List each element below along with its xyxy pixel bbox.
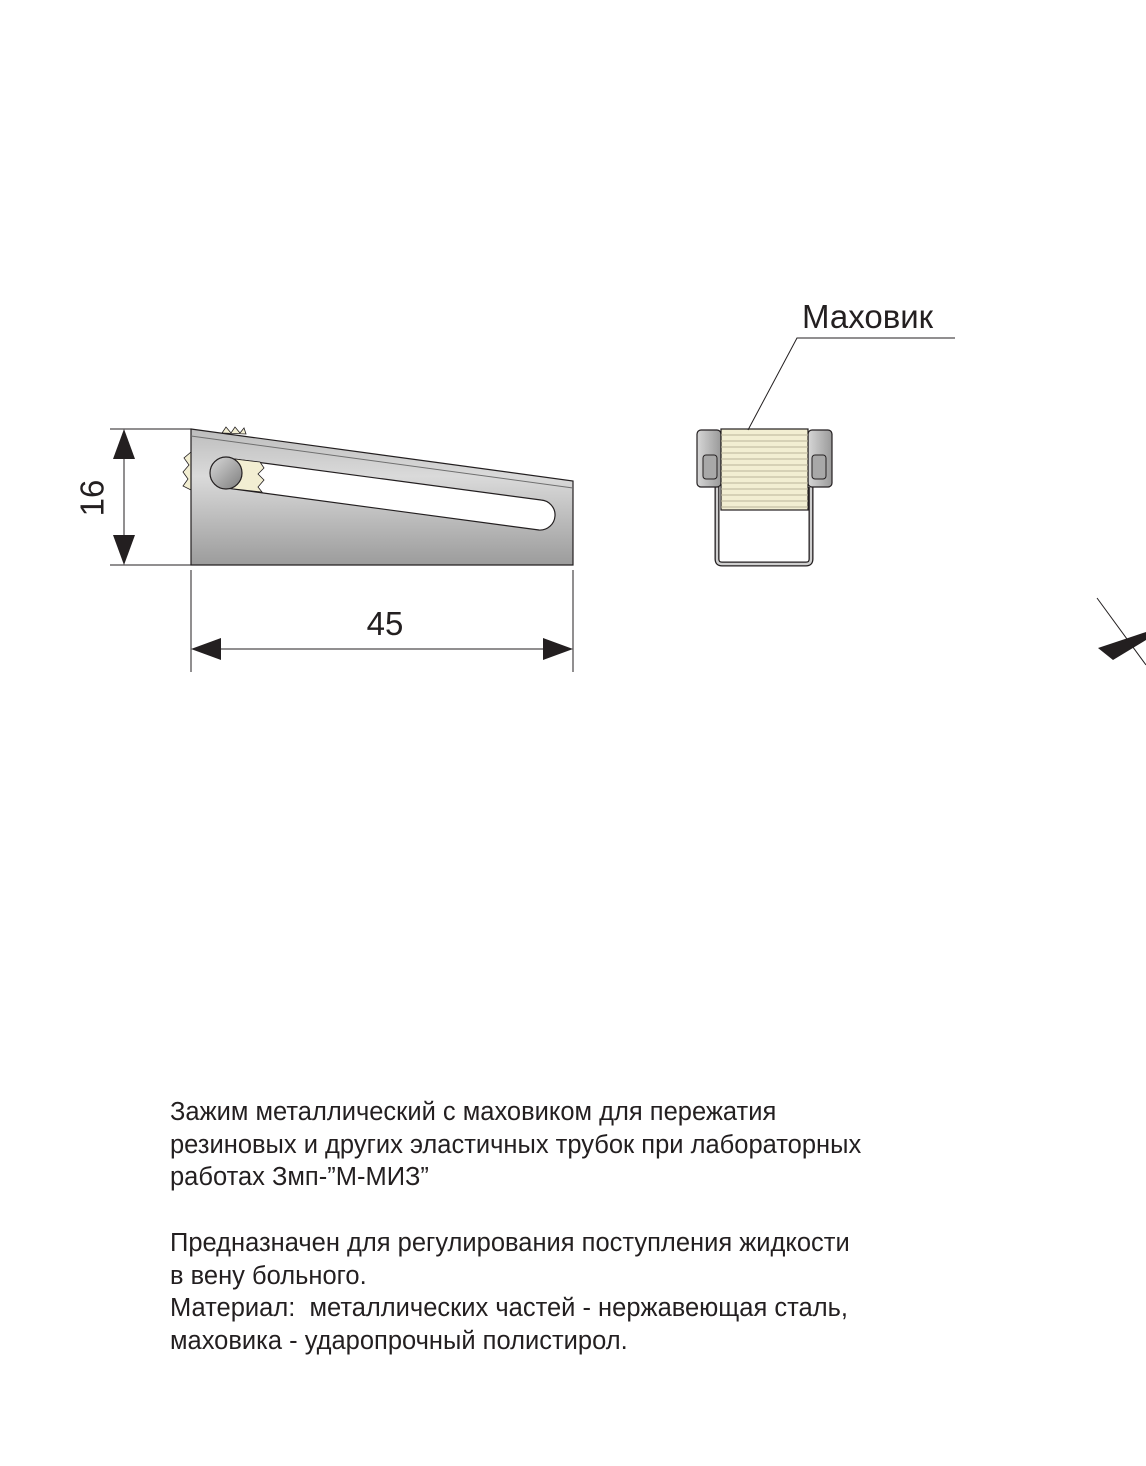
dimension-height-label: 16 xyxy=(73,479,111,517)
flywheel-label: Маховик xyxy=(802,298,934,335)
clamp-front-view xyxy=(697,338,955,564)
flywheel-edge-top xyxy=(222,427,246,434)
dimension-arrow-right xyxy=(543,638,573,660)
roller-axle xyxy=(210,457,242,489)
clamp-side-view xyxy=(183,427,573,565)
description-line: в вену больного. xyxy=(170,1261,367,1290)
product-title xyxy=(170,1096,1070,1194)
description-line: маховика - ударопрочный полистирол. xyxy=(170,1326,628,1355)
description-line: Предназначен для регулирования поступления жидкости xyxy=(170,1229,850,1257)
dimension-length-label: 45 xyxy=(366,605,404,642)
flywheel-leader-line xyxy=(748,338,955,430)
title-line: работах Змп-”М-МИЗ” xyxy=(170,1163,429,1191)
description-line: Материал: металлических частей - нержавеющая сталь, xyxy=(170,1294,848,1322)
title-line: Зажим металлический с маховиком для пережатия xyxy=(170,1098,777,1126)
flywheel-edge-left xyxy=(183,452,191,490)
product-description xyxy=(170,1227,1070,1357)
dimension-height xyxy=(110,429,191,565)
dimension-arrow-down xyxy=(113,535,135,565)
title-line: резиновых и других эластичных трубок при лабораторных xyxy=(170,1130,862,1159)
section-marker xyxy=(1097,598,1146,665)
dimension-arrow-up xyxy=(113,429,135,459)
dimension-arrow-left xyxy=(191,638,221,660)
